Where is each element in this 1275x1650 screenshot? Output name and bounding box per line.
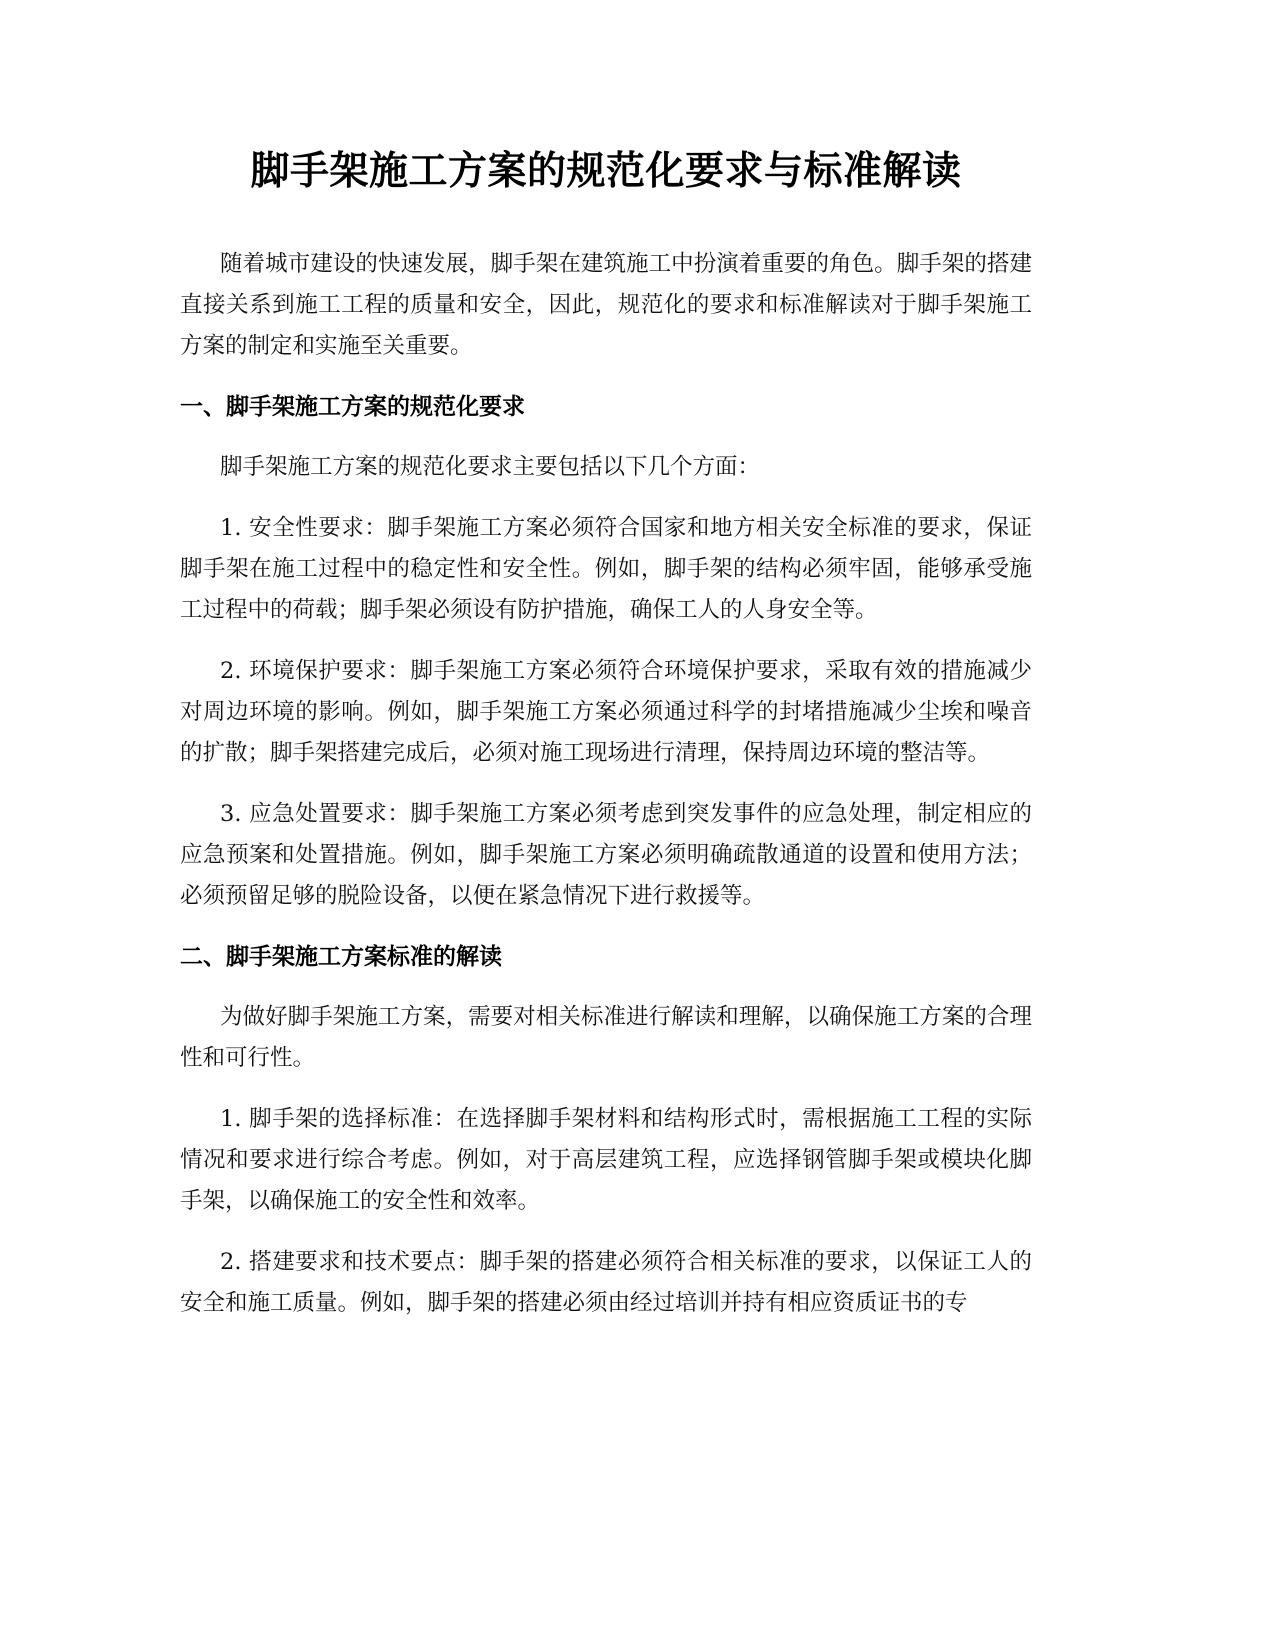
section-2-item-2: 2. 搭建要求和技术要点：脚手架的搭建必须符合相关标准的要求，以保证工人的安全和施工质量。例如，脚手架的搭建必须由经过培训并持有相应资质证书的专 (180, 1249, 1032, 1316)
section-2-heading: 二、脚手架施工方案标准的解读 (180, 944, 502, 970)
section-1-lead: 脚手架施工方案的规范化要求主要包括以下几个方面： (220, 454, 761, 480)
document-page (180, 140, 1032, 1344)
section-1-item-2: 2. 环境保护要求：脚手架施工方案必须符合环境保护要求，采取有效的措施减少对周边环境的影响。例如，脚手架施工方案必须通过科学的封堵措施减少尘埃和噪音的扩散；脚手架搭建完成后，必须对施工现场进行清理，保持周边环境的整洁等。 (180, 658, 1032, 766)
section-2-item-1: 1. 脚手架的选择标准：在选择脚手架材料和结构形式时，需根据施工工程的实际情况和要求进行综合考虑。例如，对于高层建筑工程，应选择钢管脚手架或模块化脚手架，以确保施工的安全性和效率。 (180, 1106, 1032, 1214)
section-1-item-1: 1. 安全性要求：脚手架施工方案必须符合国家和地方相关安全标准的要求，保证脚手架在施工过程中的稳定性和安全性。例如，脚手架的结构必须牢固，能够承受施工过程中的荷载；脚手架必须设有防护措施，确保工人的人身安全等。 (180, 515, 1032, 623)
section-1-heading: 一、脚手架施工方案的规范化要求 (180, 394, 525, 420)
section-1-item-3: 3. 应急处置要求：脚手架施工方案必须考虑到突发事件的应急处理，制定相应的应急预案和处置措施。例如，脚手架施工方案必须明确疏散通道的设置和使用方法；必须预留足够的脱险设备，以便在紧急情况下进行救援等。 (180, 801, 1032, 909)
section-2-lead: 为做好脚手架施工方案，需要对相关标准进行解读和理解，以确保施工方案的合理性和可行性。 (180, 1004, 1032, 1071)
intro-paragraph: 随着城市建设的快速发展，脚手架在建筑施工中扮演着重要的角色。脚手架的搭建直接关系到施工工程的质量和安全，因此，规范化的要求和标准解读对于脚手架施工方案的制定和实施至关重要。 (180, 251, 1032, 359)
document-title: 脚手架施工方案的规范化要求与标准解读 (250, 149, 962, 194)
